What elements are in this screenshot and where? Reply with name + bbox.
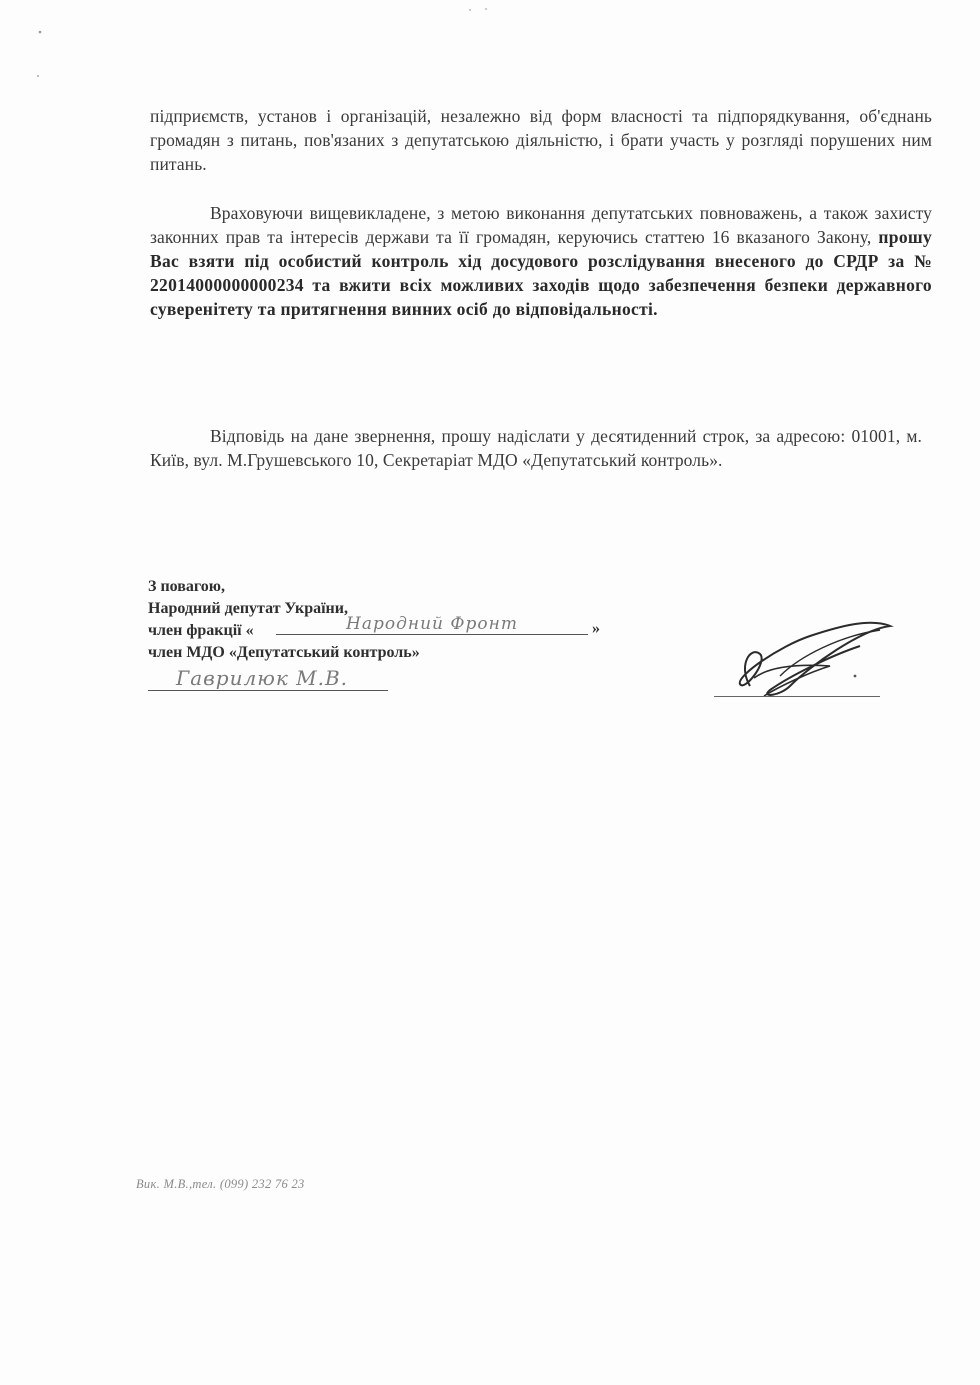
closing-regards: З повагою, xyxy=(148,578,225,595)
closing-faction-prefix: член фракції « xyxy=(148,622,254,639)
faction-handwritten: Народний Фронт xyxy=(276,614,588,635)
faction-quote-close: » xyxy=(592,620,600,637)
letter-paragraph-1: підприємств, установ і організацій, незалежно від форм власності та підпорядкування, об'єднань громадян з питань, пов'язаних з депутатською діяльністю, і брати участь у розгляді порушених ним питань. xyxy=(150,106,932,174)
paragraph-2-request: прошу Вас взяти під особистий контроль хід досудового розслідування внесеного до СРДР за № 22014000000000234 та вжити всіх можливих заходів щодо забезпечення безпеки державного суверенітету та притягнення винних осіб до відповідальності. xyxy=(150,227,932,319)
signature-line xyxy=(714,696,880,697)
letter-paragraph-2 xyxy=(150,201,932,321)
closing-position: Народний депутат України, xyxy=(148,600,348,617)
signature-scribble xyxy=(720,606,900,706)
name-handwritten: Гаврилюк М.В. xyxy=(148,666,388,691)
executor-footer: Вик. М.В.,тел. (099) 232 76 23 xyxy=(136,1177,305,1191)
closing-mdo-member: член МДО «Депутатський контроль» xyxy=(148,644,420,661)
paragraph-2-text: Враховуючи вищевикладене, з метою виконання депутатських повноважень, а також захисту законних прав та інтересів держави та її громадян, керуючись статтею 16 вказаного Закону, xyxy=(150,203,932,247)
letter-paragraph-3: Відповідь на дане звернення, прошу надіслати у десятиденний строк, за адресою: 01001, м. Київ, вул. М.Грушевського 10, Секретаріат МДО «Депутатський контроль». xyxy=(150,426,922,470)
